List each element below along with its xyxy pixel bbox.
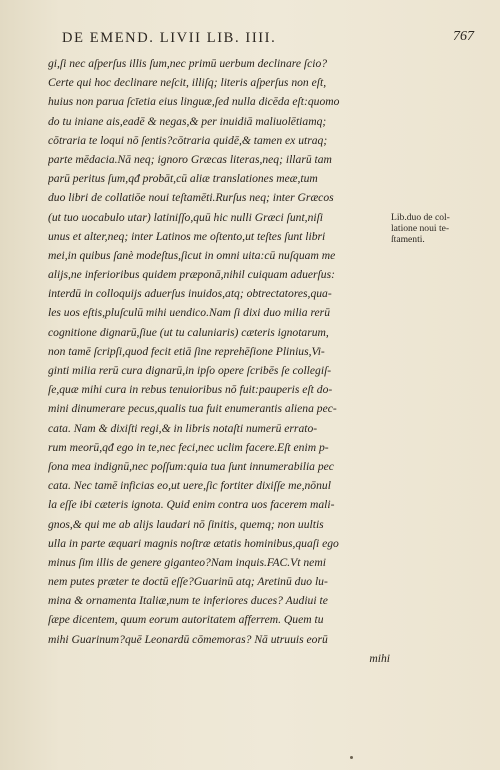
text-line: interdū in colloquijs aduerſus inuidos,atq; obtrectatores,qua-	[48, 287, 332, 301]
text-line: parte mēdacia.Nā neq; ignoro Græcas literas,neq; illarū tam	[48, 152, 332, 166]
text-line: ginti milia rerū cura dignarū,in ipſo opere ſcribēs ſe collegiſ-	[48, 364, 332, 377]
marginal-note	[391, 212, 471, 245]
text-line: minus ſim illis de genere giganteo?Nam inquis.FAC.Vt nemi	[48, 555, 326, 569]
running-title: DE EMEND. LIVII LIB. IIII.	[62, 30, 277, 46]
text-line: do tu iniane ais,eadē & negas,& per inuidiā maliuolētiamq;	[48, 114, 327, 128]
text-line: gi,ſi nec aſperſus illis ſum,nec primū uerbum declinare ſcio?	[48, 57, 328, 70]
text-line: nem putes præter te doctū eſſe?Guarinū atq; Aretinū duo lu-	[48, 575, 328, 589]
text-line: la eſſe ibi cæteris ignota. Quid enim contra uos facerem mali-	[48, 498, 335, 512]
text-line: cata. Nec tamē inficias eo,ut uere,ſic fortiter dixiſſe me,nōnul	[48, 479, 331, 493]
text-line: mihi Guarinum?quē Leonardū cōmemoras? Nā utruuis eorū	[48, 632, 328, 646]
text-line: mina & ornamenta Italiæ,num te inferiores duces? Audiui te	[48, 594, 328, 608]
text-line: les uos eſtis,pluſculū mihi uendico.Nam ſi dixi duo milia rerū	[48, 306, 330, 320]
text-line: non tamē ſcripſi,quod fecit etiā ſine reprehēſione Plinius,Vi-	[48, 344, 325, 358]
text-line: cognitione dignarū,ſiue (ut tu caluniaris) cæteris ignotarum,	[48, 325, 329, 339]
body-text	[48, 54, 390, 668]
text-line: parū peritus ſum,qđ probāt,cū aliæ translationes meæ,tum	[48, 172, 318, 186]
text-line: ſe,quæ mihi cura in rebus tenuioribus nō fuit:pauperis eſt do-	[48, 383, 333, 397]
text-line: ſona mea indignū,nec poſſum:quia tua ſunt innumerabilia pec	[48, 459, 334, 473]
text-line: cata. Nam & dixiſti regi,& in libris notaſti numerū errato-	[48, 421, 318, 435]
text-line: cōtraria te loqui nō ſentis?cōtraria quidē,& tamen ex utraq;	[48, 133, 328, 147]
marginal-note-line: latione noui te-	[391, 223, 450, 234]
text-line: mihi	[369, 651, 390, 665]
text-line: alijs,ne inferioribus quidem præponā,nihil cuiquam aduerſus:	[48, 268, 335, 282]
text-line: duo libri de collatiōe noui teſtamēti.Rurſus neq; inter Græcos	[48, 191, 334, 205]
text-line: unus et alter,neq; inter Latinos me oſtento,ut teſtes ſunt libri	[48, 229, 326, 243]
text-line: mei,in quibus ſanè modeſtus,ſicut in omni uita:cū nuſquam me	[48, 248, 336, 262]
page-header	[62, 30, 474, 52]
text-line: rum meorū,qđ ego in te,nec feci,nec uclim facere.Eſt enim p-	[48, 440, 329, 454]
text-line: (ut tuo uocabulo utar) latiniſſo,quū hic nulli Græci ſunt,niſi	[48, 210, 324, 224]
text-line: Certe qui hoc declinare neſcit, illiſq; literis aſperſus non eſt,	[48, 76, 327, 90]
text-line: ulla in parte æquari magnis noſtræ ætatis hominibus,quaſi ego	[48, 536, 339, 550]
text-line: gnos,& qui me ab alijs laudari nō ſinitis, quemq; non uultis	[48, 517, 324, 531]
marginal-note-line: ſtamenti.	[391, 234, 425, 245]
text-line: ſæpe dicentem, quum eorum autoritatem afferrem. Quem tu	[48, 613, 324, 627]
text-line: huius non parua ſcīetia eius linguæ,ſed nulla dicēda eſt:quomo	[48, 95, 340, 109]
text-line: mini dinumerare pecus,qualis tua fuit enumerantis aliena pec-	[48, 402, 337, 416]
marginal-note-line: Lib.duo de col-	[391, 212, 450, 223]
paper-speck	[350, 756, 353, 759]
page-number: 767	[453, 29, 474, 44]
